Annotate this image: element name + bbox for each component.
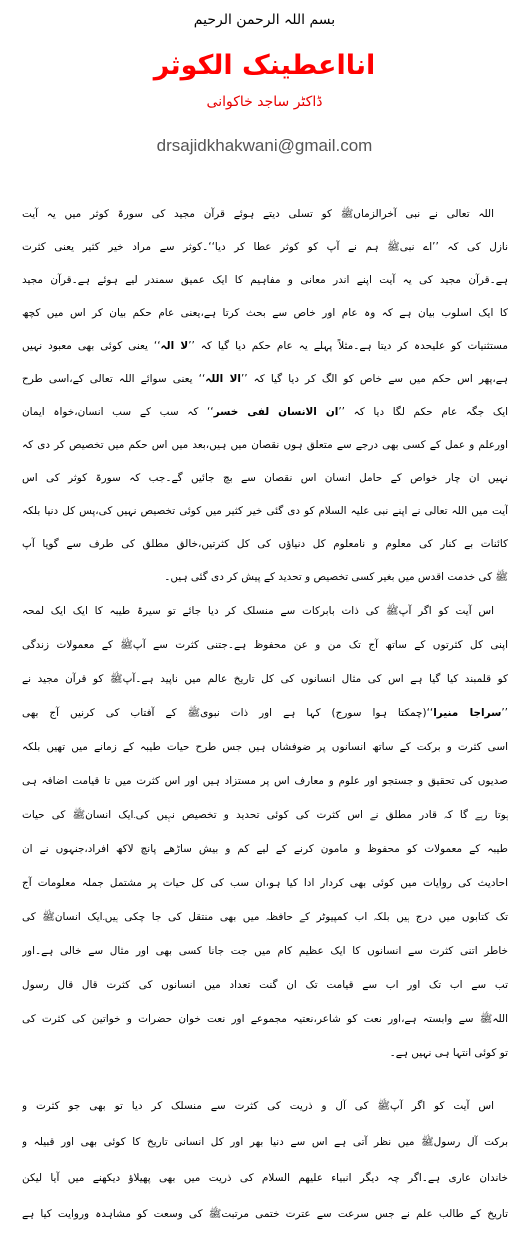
text-segment: اس آیت کو اگر آپﷺ کی ذات بابرکات سے منسلک کر دیا جائے تو سیرۃ طیبہ کا ایک ایک لمحہ [22,605,494,617]
basmala-heading: بسم اللہ الرحمن الرحیم [193,12,336,28]
text-line [22,968,508,1002]
text-line [22,628,508,662]
text-segment: نہیں ان چار خواص کے حامل انسان اس نقصان سے بچ جائیں گے۔جب کہ سورۃ کوثر کی اس [22,472,508,484]
text-line-content [22,340,508,352]
text-line-content [22,1208,508,1220]
text-line [22,528,508,561]
text-segment: ‘‘ یعنی کوئی بھی معبود نہیں [22,340,161,352]
text-line-content [164,571,508,583]
emphasized-phrase: ان الانسان لفی خسر [213,406,339,418]
text-segment: تب سے اب تک اور اب سے قیامت تک ان گنت تعداد میں انسانوں کی کثرت قال قال رسول [22,979,508,991]
text-line-content [22,979,508,991]
text-line [22,1196,508,1232]
paragraph [22,198,508,594]
text-segment: اسی کثرت و برکت کے ساتھ انسانوں پر ضوفشاں ہیں جس طرح حیات طیبہ کے زمانے میں تھیں بلکہ [22,741,508,753]
paragraph [22,1088,508,1232]
article-title: انااعطینک الکوثر [153,50,376,81]
text-line-content [22,208,494,220]
text-segment: ﷺ کی خدمت اقدس میں بغیر کسی تخصیص و تحدید کے پیش کر دی گئی ہیں۔ [164,571,508,583]
text-line-content [22,911,508,923]
text-line [22,730,508,764]
text-line [22,1160,508,1196]
text-segment: اپنی کل کثرتوں کے ساتھ آج تک من و عن محفوظ ہے۔جتنی کثرت سے آپﷺ کے معمولات زندگی [22,639,508,651]
text-line [22,264,508,297]
text-line [22,594,508,628]
text-segment: اللہﷺ سے وابستہ ہے،اور نعت کو شاعر،نعتیہ مجموعے اور نعت خوان حضرات و خواتین کی کثرت کی [22,1013,508,1025]
text-segment: برکت آل رسولﷺ میں نظر آتی ہے اس سے دنیا بھر اور کل انسانی تاریخ کا کوئی بھی اور قبیلہ و [22,1136,508,1148]
text-line-content [22,639,508,651]
text-segment: کو قلمبند کیا گیا ہے اس کی مثال انسانوں کی کل تاریخ عالم میں ناپید ہے۔آپﷺ کو قرآن مجید نے [22,673,508,685]
text-line-content [22,707,508,719]
text-line-content [22,1013,508,1025]
text-line [22,1088,508,1124]
text-line [22,198,508,231]
text-line-content [22,1100,494,1112]
text-line [22,764,508,798]
text-line [22,396,508,429]
text-segment: آیت میں اللہ تعالی نے اپنے نبی علیہ السلام کو دی گئی خیر کثیر میں کوئی تخصیص نہیں کی،پس کل دنیا بلکہ [22,505,508,517]
text-line-content [22,472,508,484]
text-line-content [22,1172,508,1184]
text-line-content [390,1047,508,1059]
text-line-content [22,605,494,617]
text-line [22,798,508,832]
text-segment: تاریخ کے طالب علم نے جس سرعت سے عترت ختمی مرتبتﷺ کی وسعت کو مشاہدہ وروایت کیا ہے [22,1208,508,1220]
text-segment: تک کتابوں میں درج ہیں بلکہ اب کمپیوٹر کے حافظہ میں بھی منتقل کی جا چکی ہیں۔ایک انسانﷺ کی [22,911,508,923]
text-segment: ہے۔قرآن مجید کی یہ آیت اپنے اندر معانی و مفاہیم کا ایک عمیق سمندر لیے ہوئے ہے۔قرآن مجید [22,274,508,286]
text-line [22,363,508,396]
text-line-content [22,538,508,550]
text-line-content [22,741,508,753]
text-line-content [22,843,508,855]
text-segment: تو کوئی انتہا ہی نہیں ہے۔ [389,1047,508,1059]
text-segment: کا ایک اسلوب بیان ہے کہ وہ عام اور خاص سے بحث کرتا ہے،یعنی عام حکم بیان کر اس میں کچھ [22,307,508,319]
text-line-content [22,439,508,451]
text-segment: ہوتا رہے گا کہ قادر مطلق نے اس کثرت کی کوئی تحدید و تخصیص نہیں کی۔ایک انسانﷺ کی حیات [22,809,508,821]
text-line [22,462,508,495]
text-line [22,429,508,462]
text-segment: طیبہ کے معمولات کو محفوظ و مامون کرنے کے لیے کم و بیش ساڑھے پانچ لاکھ افراد،جنہوں نے ان [22,843,508,855]
paragraph [22,594,508,1070]
text-segment: نازل کی کہ ’’اے نبیﷺ ہم نے آپ کو کوثر عطا کر دیا‘‘۔کوثر سے مراد خیر کثیر یعنی کثرت [22,241,508,253]
text-line [22,900,508,934]
text-line [22,1036,508,1070]
text-segment: صدیوں کی تحقیق و جستجو اور علوم و معارف اس پر مستزاد ہیں اور اس کثرت میں تا قیامت اضافہ ہی [22,775,508,787]
text-line [22,1124,508,1160]
text-line-content [22,877,508,889]
text-line-content [22,406,508,418]
emphasized-phrase: لا الہ [160,340,189,352]
text-line [22,231,508,264]
text-line-content [22,241,508,253]
text-line-content [22,1136,508,1148]
text-line [22,696,508,730]
text-line [22,866,508,900]
author-email: drsajidkhakwani@gmail.com [156,136,373,155]
text-line [22,934,508,968]
text-line [22,495,508,528]
text-segment: ایک جگہ عام حکم لگا دیا کہ ’’ [338,406,508,418]
text-line [22,330,508,363]
text-segment: ‘‘ کہ سب کے سب انسان،خواہ ایمان [22,406,214,418]
text-segment: کائنات بے کنار کی معلوم و نامعلوم کل دنیاؤں کی کل کثرتیں،خالق مطلق کی طرف سے گویا آپ [22,538,508,550]
text-segment: احادیث کی روایات میں کوئی بھی کردار ادا کیا ہو،ان سب کی کل حیات پر مشتمل جملہ معلومات آج [22,877,508,889]
author-name: ڈاکٹر ساجد خاکوانی [206,94,323,110]
text-segment: ‘‘ یعنی سوائے اللہ تعالی کے،اسی طرح [22,373,206,385]
text-line-content [22,775,508,787]
text-segment: خاندان عاری ہے۔اگر چہ دیگر انبیاء علیھم السلام کی ذریت میں بھی پھیلاؤ دیکھنے میں آیا لیکن [22,1172,508,1184]
text-line-content [22,274,508,286]
text-line-content [22,809,508,821]
article-body [22,198,508,1232]
text-line [22,561,508,594]
text-line [22,1002,508,1036]
text-line-content [22,945,508,957]
text-line [22,832,508,866]
text-line [22,297,508,330]
text-line-content [22,373,508,385]
text-line [22,662,508,696]
text-segment: خاطر اتنی کثرت سے انسانوں کا ایک عظیم کام میں جت جانا کسی بھی اور مثال سے خالی ہے۔اور [22,945,508,957]
emphasized-phrase: الا اللہ [205,373,241,385]
text-line-content [22,307,508,319]
text-segment: اللہ تعالی نے نبی آخرالزماںﷺ کو تسلی دیتے ہوئے قرآن مجید کی سورۃ کوثر میں یہ آیت [22,208,494,220]
text-segment: اورعلم و عمل کے کسی بھی درجے سے متعلق ہوں نقصان میں ہیں،بعد میں اس حکم میں تخصیص کر دی کہ [22,439,508,451]
text-segment: ہے،پھر اس حکم میں سے خاص کو الگ کر دیا گیا کہ ’’ [240,373,508,385]
text-line-content [22,673,508,685]
text-segment: اس آیت کو اگر آپﷺ کی آل و ذریت کی کثرت سے منسلک کر دیا تو بھی جو کثرت و [22,1100,494,1112]
text-segment: ’’ [501,707,508,719]
text-line-content [22,505,508,517]
text-segment: مستثنیات کو علیحدہ کر دیتا ہے۔مثلاً پہلے یہ عام حکم دیا گیا کہ ’’ [188,340,508,352]
emphasized-phrase: سراجا منیرا [433,707,502,719]
text-segment: ‘‘(چمکتا ہوا سورج) کہا ہے اور ذات نبویﷺ کے آفتاب کی کرنیں آج بھی [22,707,434,719]
